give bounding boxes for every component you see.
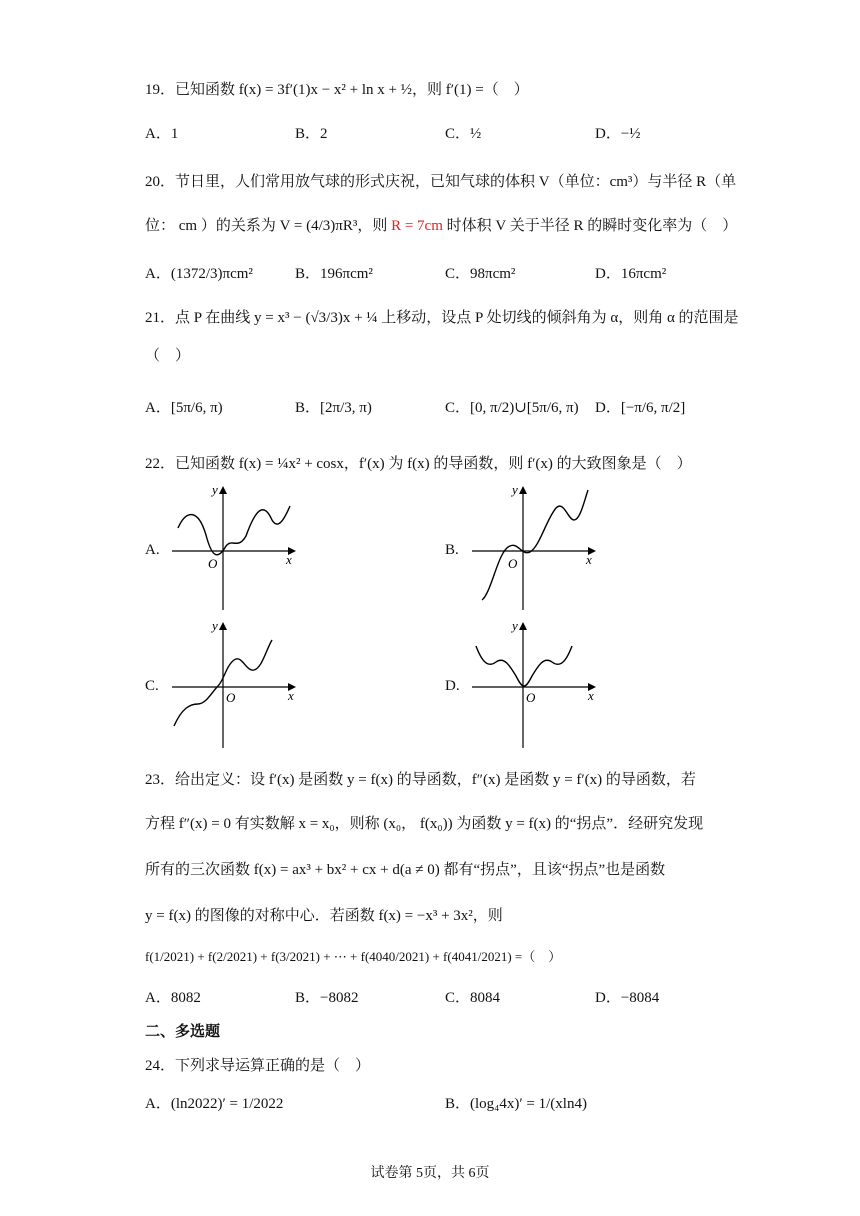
q24-option-b: B．(log₄4x)′ = 1/(xln4) — [445, 1096, 587, 1112]
q23-line3: 所有的三次函数 f(x) = ax³ + bx² + cx + d(a ≠ 0) 都有“拐点”，且该“拐点”也是函数 — [145, 862, 666, 878]
q23-option-a: A．8082 — [145, 990, 201, 1006]
q20-stem-line1: 20．节日里，人们常用放气球的形式庆祝，已知气球的体积 V（单位：cm³）与半径 R（单 — [145, 174, 737, 190]
q22-graph-c — [168, 616, 300, 750]
q22-graph-label-c: C. — [145, 678, 159, 694]
q20-option-c: C．98πcm² — [445, 266, 516, 282]
q22-graph-b-x-label: x — [586, 552, 592, 567]
q20-stem-line2-b: 时体积 V 关于半径 R 的瞬时变化率为（ ） — [442, 218, 738, 234]
q19-option-d: D．−½ — [595, 126, 641, 142]
q20-highlight: R = 7cm — [391, 218, 443, 234]
q22-graph-b — [468, 480, 600, 612]
q20-stem-line2-a: 位： cm ）的关系为 V = (4/3)πR³，则 — [145, 218, 392, 234]
q23-line1: 23．给出定义：设 f′(x) 是函数 y = f(x) 的导函数，f″(x) 是函数 y = f′(x) 的导函数，若 — [145, 772, 696, 788]
q24-stem: 24．下列求导运算正确的是（ ） — [145, 1058, 371, 1074]
q23-line4: y = f(x) 的图像的对称中心．若函数 f(x) = −x³ + 3x²，则 — [145, 908, 503, 924]
q22-graph-c-y-label: y — [212, 618, 218, 633]
q23-option-b: B．−8082 — [295, 990, 359, 1006]
q22-graph-label-d: D. — [445, 678, 460, 694]
q22-graph-d-y-label: y — [512, 618, 518, 633]
q19-option-c: C．½ — [445, 126, 482, 142]
q22-graph-a-origin: O — [208, 556, 218, 571]
q20-option-b: B．196πcm² — [295, 266, 373, 282]
q21-option-a: A．[5π/6, π) — [145, 400, 223, 416]
q22-graph-a-x-label: x — [286, 552, 292, 567]
q23-line2: 方程 f″(x) = 0 有实数解 x = x₀，则称 (x₀， f(x₀)) 为函数 y = f(x) 的“拐点”．经研究发现 — [145, 816, 704, 832]
q21-option-c: C．[0, π/2)∪[5π/6, π) — [445, 400, 579, 416]
q21-option-b: B．[2π/3, π) — [295, 400, 372, 416]
q21-stem-line2: （ ） — [145, 348, 191, 364]
q22-graph-label-b: B. — [445, 542, 459, 558]
q19-option-a: A．1 — [145, 126, 179, 142]
q22-graph-label-a: A. — [145, 542, 160, 558]
q23-option-d: D．−8084 — [595, 990, 660, 1006]
q22-graph-b-origin: O — [508, 556, 518, 571]
q21-stem-line1: 21．点 P 在曲线 y = x³ − (√3/3)x + ¼ 上移动，设点 P 处切线的倾斜角为 α，则角 α 的范围是 — [145, 310, 739, 326]
q22-stem: 22．已知函数 f(x) = ¼x² + cosx，f′(x) 为 f(x) 的导函数，则 f′(x) 的大致图象是（ ） — [145, 456, 692, 472]
q19-option-b: B．2 — [295, 126, 328, 142]
q21-option-d: D．[−π/6, π/2] — [595, 400, 686, 416]
q22-graph-a-y-label: y — [212, 482, 218, 497]
q20-option-d: D．16πcm² — [595, 266, 667, 282]
section-title-multiple-choice: 二、多选题 — [145, 1022, 221, 1040]
q23-option-c: C．8084 — [445, 990, 501, 1006]
q22-graph-d-x-label: x — [588, 688, 594, 703]
q22-graph-c-x-label: x — [288, 688, 294, 703]
page-footer: 试卷第 5页，共 6页 — [370, 1166, 490, 1181]
q24-option-a: A．(ln2022)′ = 1/2022 — [145, 1096, 284, 1112]
q20-stem-line2 — [145, 214, 737, 235]
q22-graph-d-origin: O — [526, 690, 536, 705]
q20-option-a: A．(1372/3)πcm² — [145, 266, 253, 282]
q22-graph-a — [168, 480, 300, 612]
q23-line5: f(1/2021) + f(2/2021) + f(3/2021) + ⋯ + f(4040/2021) + f(4041/2021) =（ ） — [145, 949, 562, 964]
q22-graph-b-y-label: y — [512, 482, 518, 497]
q19-stem: 19．已知函数 f(x) = 3f′(1)x − x² + ln x + ½，则 f′(1) =（ ） — [145, 82, 529, 98]
q22-graph-c-origin: O — [226, 690, 236, 705]
q22-graph-d — [468, 616, 600, 750]
